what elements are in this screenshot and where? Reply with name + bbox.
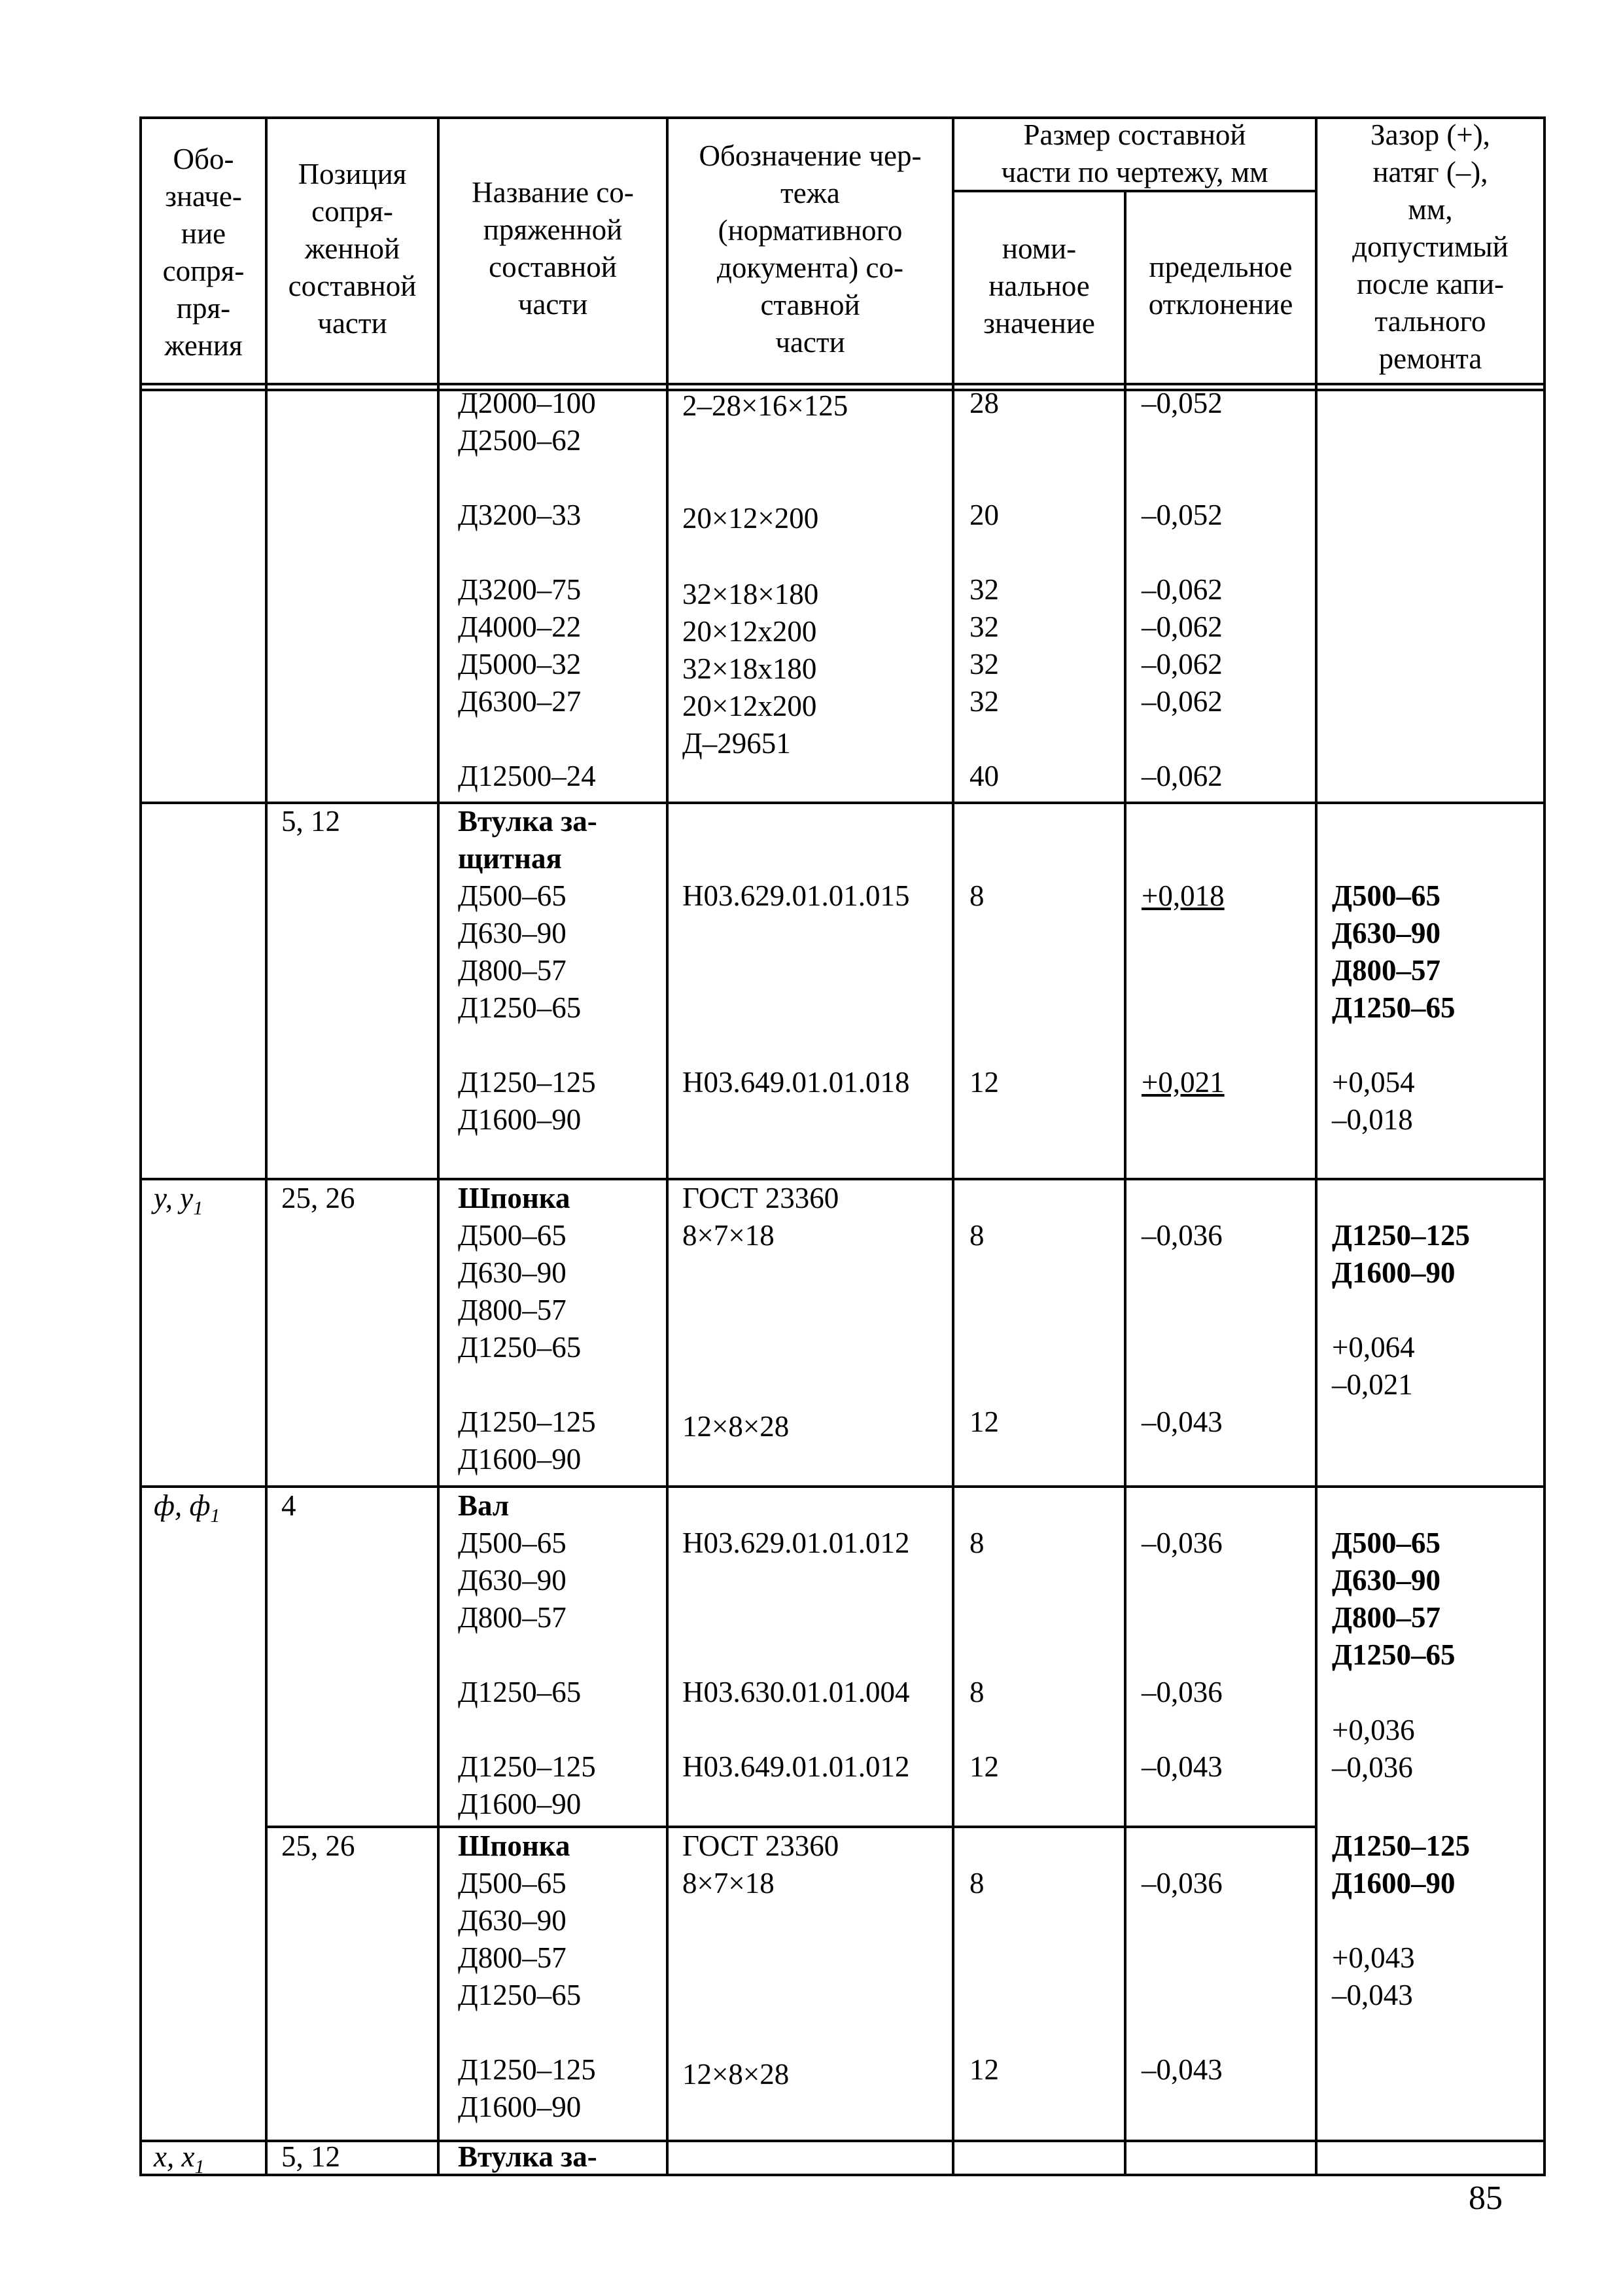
part-position: 25, 26 [281,1182,355,1214]
table-rule [666,116,669,2176]
fit-designation: х, $х_1$ [154,2140,205,2178]
deviation-values: –0,036 –0,036 –0,043 [1142,1527,1223,1783]
part-title: Втулка за- [458,2140,597,2173]
table-rule [437,116,440,2176]
part-title: Шпонка [458,1829,570,1862]
part-names: Д500–65 Д630–90 Д800–57 Д1250–65 Д1250–125 Д1600–90 [458,879,596,1136]
deviation-value: +0,018 [1142,879,1225,912]
clearance-values: +0,064 –0,021 [1332,1331,1415,1401]
table-rule [1124,190,1126,2176]
table-rule [1315,116,1318,2176]
table-rule [139,2140,1546,2142]
clearance-models: Д1250–125 Д1600–90 [1332,1219,1470,1289]
header-designation: Обо- значе- ние сопря- пря- жения [162,143,245,362]
table-rule [139,2174,1546,2176]
drawing-number: 12×8×28 [682,2058,790,2091]
header-position: Позиция сопря- женной составной части [288,158,417,340]
table-rule [1543,116,1546,2176]
nominal-values: 8 12 [969,1219,999,1438]
deviation-values: –0,052 –0,052 –0,062 –0,062 –0,062 –0,062 –0,062 [1142,387,1223,792]
header-clearance: Зазор (+), натяг (–), мм, допустимый после капи- тального ремонта [1352,118,1509,375]
part-names: Д500–65 Д630–90 Д800–57 Д1250–65 Д1250–125 Д1600–90 [458,1867,596,2123]
part-position: 5, 12 [281,2140,340,2173]
table-rule [952,116,954,2176]
header-part-name: Название со- пряженной составной части [472,176,634,321]
nominal-values: 28 20 32 32 32 32 40 [969,387,999,792]
header-deviation: предельное отклонение [1148,251,1293,321]
drawing-number: 20×12×200 [682,502,819,535]
part-position: 25, 26 [281,1829,355,1862]
fit-designation: у, $у_1$ [154,1182,203,1219]
header-drawing: Обозначение чер- тежа (нормативного документа) со- ставной части [699,139,922,359]
nominal-values: 8 8 12 [969,1527,999,1783]
header-nominal: номи- нальное значение [983,232,1095,340]
part-title: Вал [458,1489,510,1522]
part-names: Д500–65 Д630–90 Д800–57 Д1250–65 Д1250–125 Д1600–90 [458,1219,596,1475]
drawing-number: ГОСТ 23360 8×7×18 [682,1182,839,1252]
drawing-number: Н03.629.01.01.015 Н03.649.01.01.018 [682,879,910,1099]
fit-designation: ф, $ф_1$ [154,1489,220,1527]
drawing-number: 12×8×28 [682,1410,790,1443]
nominal-values: 8 12 [969,1867,999,2086]
part-position: 4 [281,1489,296,1522]
drawing-number: ГОСТ 23360 8×7×18 [682,1829,839,1899]
table-rule [139,116,142,2176]
header-size-group: Размер составной части по чертежу, мм [1001,118,1268,188]
deviation-values: –0,036 –0,043 [1142,1219,1223,1438]
nominal-values: 8 12 [969,879,999,1099]
part-names: Д2000–100 Д2500–62 Д3200–33 Д3200–75 Д4000–22 Д5000–32 Д6300–27 Д12500–24 [458,387,596,792]
deviation-value: +0,021 [1142,1066,1225,1099]
drawing-number: 32×18×180 20×12х200 32×18х180 20×12х200 Д–29651 [682,578,819,760]
page-number: 85 [1469,2180,1503,2217]
drawing-number: Н03.629.01.01.012 Н03.630.01.01.004 Н03.649.01.01.012 [682,1527,910,1783]
clearance-models: Д1250–125 Д1600–90 [1332,1829,1470,1899]
clearance-values: +0,036 –0,036 [1332,1714,1415,1784]
deviation-values: –0,036 –0,043 [1142,1867,1223,2086]
drawing-number: 2–28×16×125 [682,389,848,422]
table-rule [265,116,268,2176]
part-title: Шпонка [458,1182,570,1214]
table-rule [139,383,1546,385]
clearance-values: +0,043 –0,043 [1332,1941,1415,2011]
table-rule [139,802,1546,804]
part-title: Втулка за- щитная [458,805,597,875]
table-rule [139,1485,1546,1488]
clearance-models: Д500–65 Д630–90 Д800–57 Д1250–65 [1332,1527,1456,1671]
clearance-models: Д500–65 Д630–90 Д800–57 Д1250–65 [1332,879,1456,1024]
part-names: Д500–65 Д630–90 Д800–57 Д1250–65 Д1250–125 Д1600–90 [458,1527,596,1820]
part-position: 5, 12 [281,805,340,838]
clearance-values: +0,054 –0,018 [1332,1066,1415,1136]
